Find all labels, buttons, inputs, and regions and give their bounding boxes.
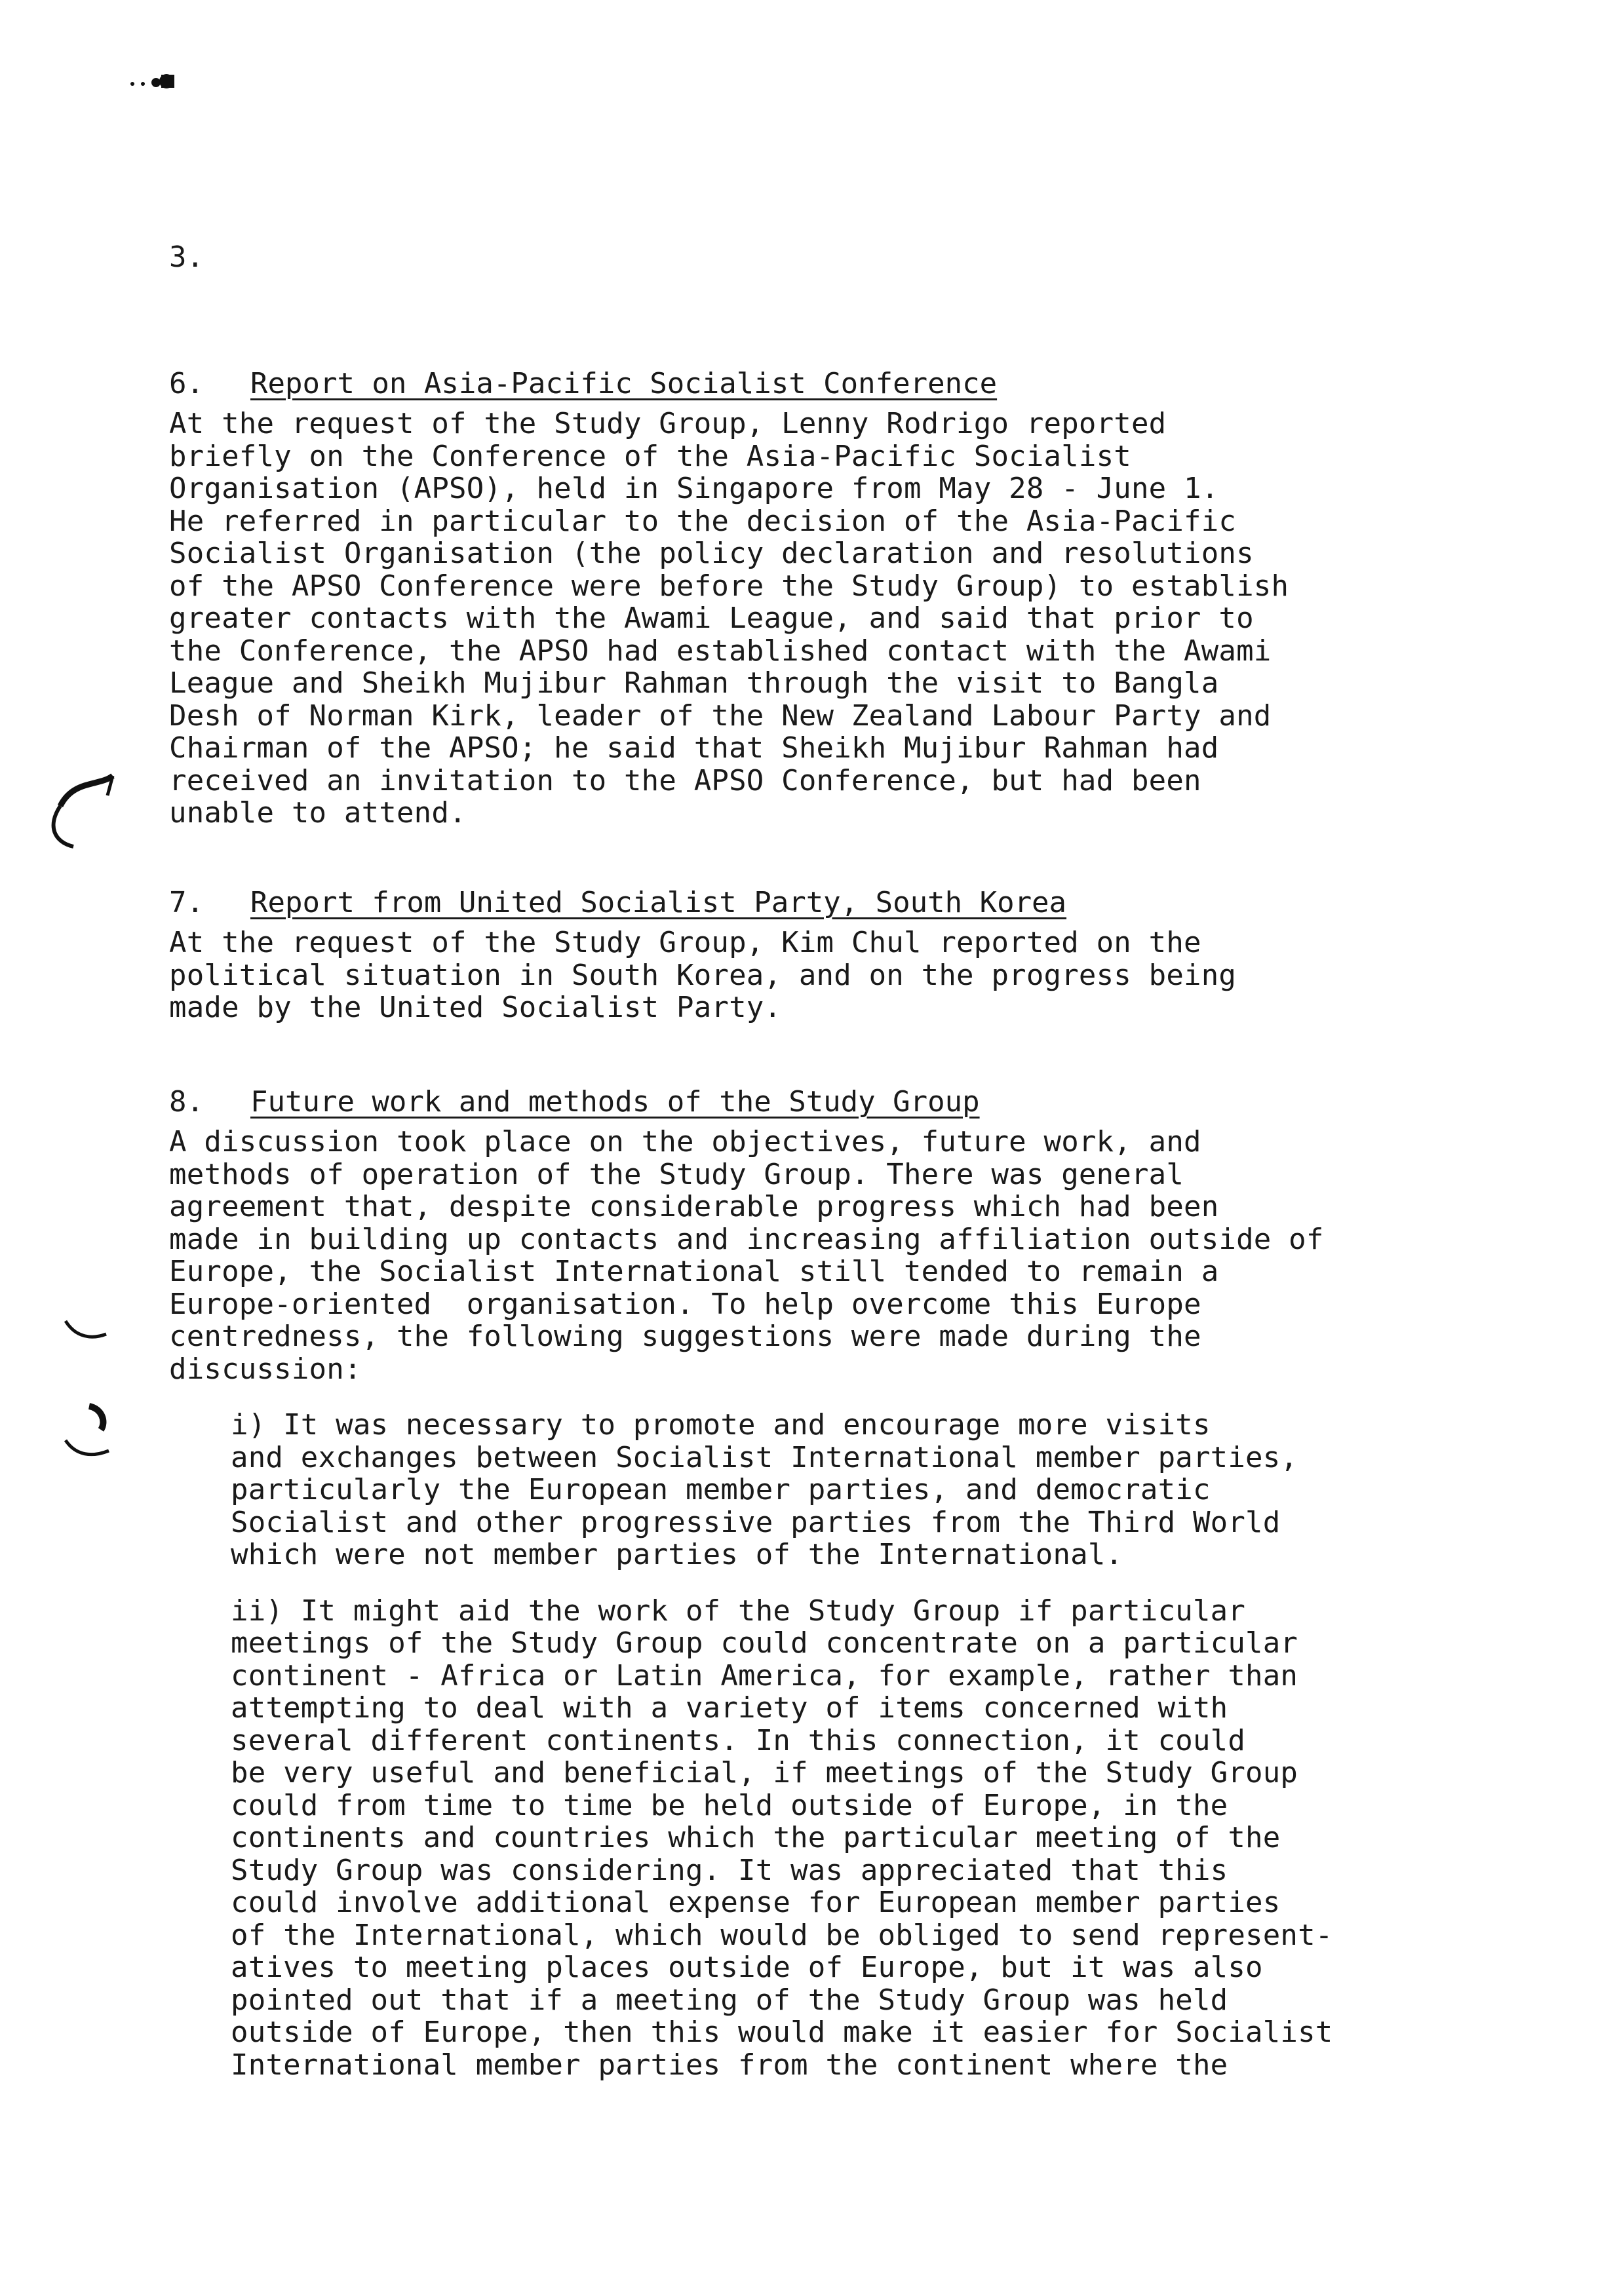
section-8: [169, 1085, 1519, 2081]
section-6-line: League and Sheikh Mujibur Rahman through the visit to Bangla: [169, 666, 1219, 700]
section-8-line: A discussion took place on the objectives, future work, and: [169, 1125, 1201, 1158]
hole-punch-mark-3: [63, 1402, 115, 1461]
section-8-title: Future work and methods of the Study Group: [250, 1085, 980, 1119]
section-7-line: made by the United Socialist Party.: [169, 991, 782, 1024]
section-6-body: [169, 408, 1519, 830]
section-8-body: [169, 1126, 1519, 1385]
section-7-number: 7.: [169, 886, 204, 919]
section-6-line: received an invitation to the APSO Conference, but had been: [169, 763, 1201, 797]
section-7-title: Report from United Socialist Party, South Korea: [250, 886, 1067, 919]
section-6-line: Socialist Organisation (the policy declaration and resolutions: [169, 537, 1254, 570]
suggestion-item-ii: [231, 1595, 1519, 2082]
section-6-number: 6.: [169, 367, 204, 400]
section-6: [169, 367, 1519, 830]
section-8-line: agreement that, despite considerable progress which had been: [169, 1190, 1219, 1223]
section-8-heading: [169, 1085, 1519, 1119]
suggestion-i-line: Socialist and other progressive parties from the Third World: [231, 1505, 1281, 1539]
section-8-line: made in building up contacts and increasing affiliation outside of: [169, 1222, 1324, 1256]
suggestion-ii-line: be very useful and beneficial, if meetings of the Study Group: [231, 1756, 1298, 1789]
scan-mark-top-left: [128, 71, 201, 90]
spacer: [169, 1385, 1519, 1409]
section-8-line: methods of operation of the Study Group. There was general: [169, 1157, 1184, 1191]
page-number: 3.: [169, 240, 204, 274]
section-7-line: political situation in South Korea, and on the progress being: [169, 958, 1237, 992]
hole-punch-mark-2: [63, 1317, 109, 1343]
suggestion-ii-line: could involve additional expense for European member parties: [231, 1886, 1281, 1919]
suggestion-i-line: particularly the European member parties, and democratic: [231, 1473, 1211, 1506]
suggestion-i-line: i) It was necessary to promote and encourage more visits: [231, 1408, 1211, 1442]
suggestion-ii-line: ii) It might aid the work of the Study Group if particular: [231, 1594, 1246, 1628]
section-6-line: the Conference, the APSO had established contact with the Awami: [169, 634, 1272, 668]
suggestion-item-i: [231, 1409, 1519, 1571]
spacer: [169, 1571, 1519, 1595]
section-7: [169, 886, 1519, 1024]
suggestion-ii-line: several different continents. In this connection, it could: [231, 1723, 1246, 1757]
suggestion-ii-line: atives to meeting places outside of Europe, but it was also: [231, 1951, 1263, 1984]
suggestion-ii-line: outside of Europe, then this would make it easier for Socialist: [231, 2016, 1333, 2049]
suggestion-i-line: which were not member parties of the International.: [231, 1538, 1123, 1571]
hole-punch-mark-1: [47, 767, 119, 852]
suggestion-ii-line: International member parties from the continent where the: [231, 2048, 1228, 2082]
section-6-line: greater contacts with the Awami League, and said that prior to: [169, 602, 1254, 635]
section-6-line: Desh of Norman Kirk, leader of the New Zealand Labour Party and: [169, 698, 1272, 733]
suggestion-ii-line: meetings of the Study Group could concentrate on a particular: [231, 1626, 1298, 1660]
section-6-line: unable to attend.: [169, 796, 467, 830]
section-6-line: At the request of the Study Group, Lenny Rodrigo reported: [169, 407, 1167, 440]
suggestion-ii-line: of the International, which would be obliged to send represent-: [231, 1918, 1333, 1952]
section-6-line: Chairman of the APSO; he said that Sheikh Mujibur Rahman had: [169, 731, 1219, 765]
section-8-line: Europe-oriented organisation. To help overcome this Europe: [169, 1287, 1201, 1321]
suggestion-ii-line: could from time to time be held outside of Europe, in the: [231, 1788, 1228, 1822]
section-8-line: discussion:: [169, 1352, 362, 1386]
section-8-line: centredness, the following suggestions were made during the: [169, 1320, 1201, 1353]
suggestion-i-line: and exchanges between Socialist International member parties,: [231, 1440, 1298, 1474]
section-8-line: Europe, the Socialist International still tended to remain a: [169, 1255, 1219, 1288]
section-7-line: At the request of the Study Group, Kim Chul reported on the: [169, 926, 1201, 959]
section-6-line: Organisation (APSO), held in Singapore from May 28 - June 1.: [169, 472, 1219, 505]
suggestion-ii-line: continent - Africa or Latin America, for example, rather than: [231, 1658, 1298, 1693]
section-6-line: briefly on the Conference of the Asia-Pacific Socialist: [169, 439, 1131, 473]
section-8-number: 8.: [169, 1085, 204, 1119]
section-6-line: of the APSO Conference were before the Study Group) to establish: [169, 569, 1289, 603]
suggestion-ii-line: continents and countries which the particular meeting of the: [231, 1821, 1281, 1854]
suggestion-ii-line: Study Group was considering. It was appreciated that this: [231, 1853, 1228, 1887]
suggestion-ii-line: attempting to deal with a variety of items concerned with: [231, 1691, 1228, 1725]
section-6-heading: [169, 367, 1519, 401]
suggestion-ii-line: pointed out that if a meeting of the Study Group was held: [231, 1983, 1228, 2017]
section-7-body: [169, 927, 1519, 1024]
section-6-title: Report on Asia-Pacific Socialist Conference: [250, 367, 998, 400]
section-7-heading: [169, 886, 1519, 920]
section-6-line: He referred in particular to the decision of the Asia-Pacific: [169, 504, 1237, 538]
